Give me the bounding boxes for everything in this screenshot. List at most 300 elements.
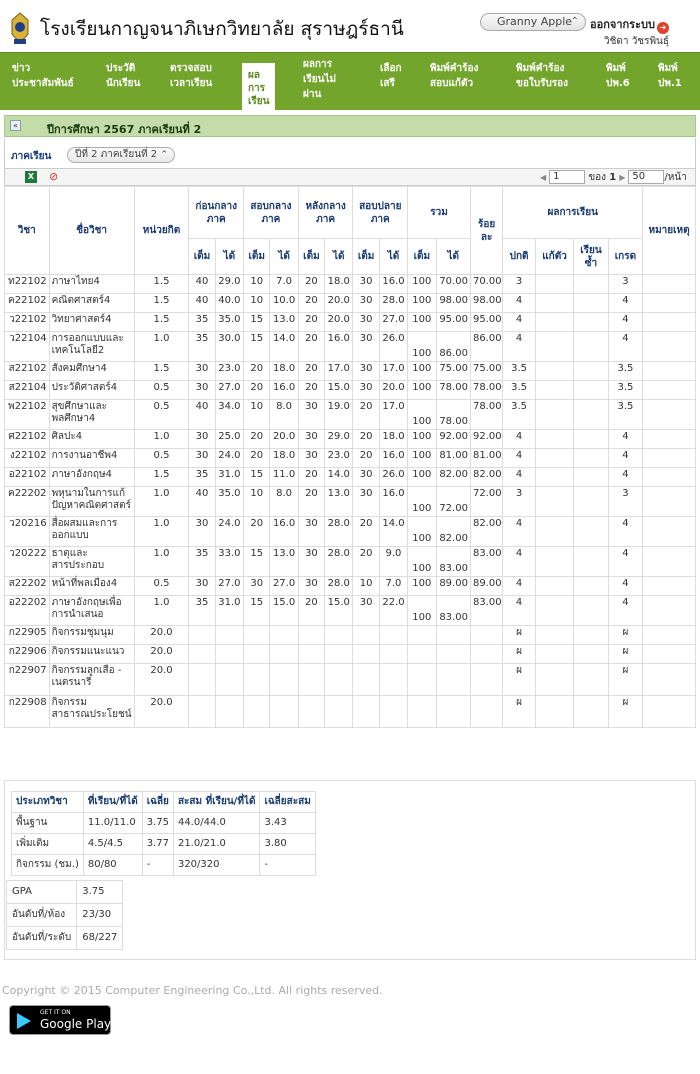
nav-label: ขอใบรับรอง xyxy=(516,78,569,89)
cell-after-mid-full: 20 xyxy=(298,596,324,626)
logout-label: ออกจากระบบ xyxy=(590,18,655,31)
cell-after-mid-got xyxy=(325,696,353,728)
cell-before-mid-full xyxy=(189,664,215,696)
pager xyxy=(537,170,687,185)
cell-total-got: 83.00 xyxy=(436,547,470,577)
cell-percent: 86.00 xyxy=(470,332,502,362)
cell-before-mid-full: 40 xyxy=(189,400,215,430)
cell-final-got: 16.0 xyxy=(379,449,407,468)
col-after-mid: หลังกลางภาค xyxy=(298,187,353,239)
cell-remark xyxy=(643,468,696,487)
grades-table xyxy=(4,186,696,728)
cell-credit: 1.0 xyxy=(134,430,189,449)
cell-remedial xyxy=(535,332,573,362)
table-row xyxy=(5,332,696,362)
cell-final-full: 30 xyxy=(353,332,379,362)
cell-repeat xyxy=(574,449,608,468)
cell-remedial xyxy=(535,362,573,381)
cell-total-full xyxy=(408,645,436,664)
cell-total-full xyxy=(408,626,436,645)
collapse-icon[interactable]: « xyxy=(10,120,21,131)
academic-year-title: ปีการศึกษา 2567 ภาคเรียนที่ 2 xyxy=(47,123,202,136)
cell-after-mid-full xyxy=(298,645,324,664)
cell-credit: 20.0 xyxy=(134,664,189,696)
nav-label: ตรวจสอบ xyxy=(170,63,212,74)
cell-final-full: 20 xyxy=(353,517,379,547)
cell-total-full: 100 xyxy=(408,547,436,577)
get-it-on-label: GET IT ON xyxy=(40,1009,71,1016)
cell-mid-full: 10 xyxy=(244,294,270,313)
table-row xyxy=(5,468,696,487)
cell-remark xyxy=(643,430,696,449)
gpa-value: 23/30 xyxy=(77,904,123,927)
table-row xyxy=(5,626,696,645)
cell-subject-name: พหุนามในการแก้ปัญหาคณิตศาสตร์ xyxy=(49,487,134,517)
cell-normal: 4 xyxy=(503,468,535,487)
cell-after-mid-full: 20 xyxy=(298,294,324,313)
cell-before-mid-full: 35 xyxy=(189,332,215,362)
cell-after-mid-full: 20 xyxy=(298,362,324,381)
cell-normal: ผ xyxy=(503,664,535,696)
cell-total-full: 100 xyxy=(408,577,436,596)
cell-repeat xyxy=(574,577,608,596)
cell-repeat xyxy=(574,626,608,645)
cell-subject-name: ภาษาอังกฤษเพื่อการนำเสนอ xyxy=(49,596,134,626)
summary-cell: 3.77 xyxy=(142,834,173,855)
nav-print-pp1[interactable] xyxy=(658,61,682,91)
cell-final-full: 30 xyxy=(353,487,379,517)
per-page-input[interactable]: 50 xyxy=(628,170,664,184)
col-remedial: แก้ตัว xyxy=(535,239,573,275)
cell-normal: 3.5 xyxy=(503,362,535,381)
nav-label: เรียนไม่ xyxy=(303,74,337,85)
cell-remark xyxy=(643,381,696,400)
cell-repeat xyxy=(574,400,608,430)
cell-total-got: 82.00 xyxy=(436,468,470,487)
col-mid: สอบกลางภาค xyxy=(244,187,299,239)
username: วิชิดา วัชรพินธุ์ xyxy=(604,36,669,47)
cell-before-mid-full: 40 xyxy=(189,275,215,294)
cell-before-mid-got: 34.0 xyxy=(215,400,243,430)
nav-failed-grades[interactable] xyxy=(303,57,336,102)
col-got: ได้ xyxy=(270,239,298,275)
cell-mid-got xyxy=(270,645,298,664)
gpa-value: 68/227 xyxy=(77,927,123,950)
cell-total-full: 100 xyxy=(408,430,436,449)
cell-final-got: 26.0 xyxy=(379,332,407,362)
cell-repeat xyxy=(574,664,608,696)
google-play-icon xyxy=(17,1013,31,1029)
col-full: เต็ม xyxy=(189,239,215,275)
cell-after-mid-full: 20 xyxy=(298,381,324,400)
col-total: รวม xyxy=(408,187,471,239)
cell-subject-code: ว20216 xyxy=(5,517,50,547)
col-full: เต็ม xyxy=(353,239,379,275)
cell-total-full: 100 xyxy=(408,517,436,547)
cell-after-mid-got: 19.0 xyxy=(325,400,353,430)
cell-total-got: 89.00 xyxy=(436,577,470,596)
cell-normal: 4 xyxy=(503,430,535,449)
semester-select-value: ปีที่ 2 ภาคเรียนที่ 2 xyxy=(75,149,158,160)
cell-final-full: 30 xyxy=(353,275,379,294)
cell-remark xyxy=(643,696,696,728)
table-row xyxy=(5,577,696,596)
nav-label: ประชาสัมพันธ์ xyxy=(12,78,74,89)
logout-link[interactable] xyxy=(590,15,669,34)
cell-subject-name: กิจกรรมลูกเสือ - เนตรนารี xyxy=(49,664,134,696)
cell-percent: 82.00 xyxy=(470,468,502,487)
credit-summary-table xyxy=(11,791,316,876)
theme-select[interactable] xyxy=(480,13,586,31)
summary-cell: 44.0/44.0 xyxy=(173,813,260,834)
cell-subject-code: ศ22102 xyxy=(5,430,50,449)
cell-grade: 4 xyxy=(608,596,642,626)
cell-before-mid-full: 40 xyxy=(189,294,215,313)
cell-grade: ผ xyxy=(608,696,642,728)
cell-after-mid-full xyxy=(298,664,324,696)
cell-mid-got: 14.0 xyxy=(270,332,298,362)
col-subject-code: วิชา xyxy=(5,187,50,275)
table-row xyxy=(5,449,696,468)
summary-cell: 11.0/11.0 xyxy=(83,813,142,834)
cell-total-got: 98.00 xyxy=(436,294,470,313)
cell-total-full: 100 xyxy=(408,362,436,381)
cell-grade: 4 xyxy=(608,517,642,547)
cell-before-mid-full: 35 xyxy=(189,313,215,332)
cell-mid-full: 10 xyxy=(244,487,270,517)
cell-remark xyxy=(643,449,696,468)
cell-total-got: 81.00 xyxy=(436,449,470,468)
cell-subject-code: ส22202 xyxy=(5,577,50,596)
cell-subject-code: ท22102 xyxy=(5,275,50,294)
summary-col-header: ที่เรียน/ที่ได้ xyxy=(83,792,142,813)
cell-mid-full xyxy=(244,696,270,728)
cell-before-mid-full xyxy=(189,626,215,645)
semester-select[interactable] xyxy=(67,147,175,163)
cell-mid-full: 20 xyxy=(244,362,270,381)
cell-percent: 83.00 xyxy=(470,547,502,577)
summary-cell: 21.0/21.0 xyxy=(173,834,260,855)
cell-total-got: 78.00 xyxy=(436,381,470,400)
cell-before-mid-got xyxy=(215,664,243,696)
cell-before-mid-full: 30 xyxy=(189,381,215,400)
nav-attendance[interactable] xyxy=(170,61,212,91)
cell-subject-name: ประวัติศาสตร์4 xyxy=(49,381,134,400)
cell-normal: 4 xyxy=(503,577,535,596)
cell-percent: 70.00 xyxy=(470,275,502,294)
table-row xyxy=(5,547,696,577)
cell-normal: 3 xyxy=(503,275,535,294)
cell-normal: 4 xyxy=(503,449,535,468)
cell-mid-full: 15 xyxy=(244,596,270,626)
cell-remedial xyxy=(535,313,573,332)
table-row xyxy=(5,381,696,400)
nav-print-retest-request[interactable] xyxy=(430,61,478,91)
table-row xyxy=(5,645,696,664)
cell-subject-name: หน้าที่พลเมือง4 xyxy=(49,577,134,596)
cell-subject-code: พ22102 xyxy=(5,400,50,430)
cell-before-mid-got: 35.0 xyxy=(215,313,243,332)
cell-after-mid-got: 23.0 xyxy=(325,449,353,468)
cell-final-full: 10 xyxy=(353,577,379,596)
cell-mid-got: 7.0 xyxy=(270,275,298,294)
gpa-row xyxy=(7,881,123,904)
table-row xyxy=(5,517,696,547)
cell-remedial xyxy=(535,626,573,645)
pager-total: 1 xyxy=(609,172,617,183)
cell-normal: ผ xyxy=(503,645,535,664)
cell-grade: 3 xyxy=(608,275,642,294)
cell-after-mid-full: 30 xyxy=(298,449,324,468)
nav-label: เวลาเรียน xyxy=(170,78,213,89)
cell-mid-got: 11.0 xyxy=(270,468,298,487)
table-row xyxy=(5,664,696,696)
col-credit: หน่วยกิต xyxy=(134,187,189,275)
cell-mid-got xyxy=(270,626,298,645)
cell-before-mid-full: 35 xyxy=(189,468,215,487)
cell-normal: 4 xyxy=(503,332,535,362)
cell-remark xyxy=(643,400,696,430)
cell-total-got xyxy=(436,696,470,728)
cell-total-got: 70.00 xyxy=(436,275,470,294)
cell-remark xyxy=(643,664,696,696)
next-page-icon[interactable]: ▶ xyxy=(619,173,626,182)
cell-after-mid-got: 16.0 xyxy=(325,332,353,362)
cell-subject-name: กิจกรรมชุมนุม xyxy=(49,626,134,645)
cell-percent xyxy=(470,696,502,728)
cell-remedial xyxy=(535,577,573,596)
cell-repeat xyxy=(574,468,608,487)
cell-after-mid-got: 13.0 xyxy=(325,487,353,517)
cell-mid-full: 15 xyxy=(244,332,270,362)
cell-subject-code: ง22102 xyxy=(5,449,50,468)
col-final: สอบปลายภาค xyxy=(353,187,408,239)
cell-after-mid-full: 20 xyxy=(298,332,324,362)
cell-grade: 4 xyxy=(608,294,642,313)
cell-subject-name: การงานอาชีพ4 xyxy=(49,449,134,468)
cell-credit: 1.5 xyxy=(134,468,189,487)
cell-percent: 92.00 xyxy=(470,430,502,449)
cell-before-mid-got: 30.0 xyxy=(215,332,243,362)
cell-final-full: 30 xyxy=(353,596,379,626)
table-row xyxy=(5,313,696,332)
nav-print-pp6[interactable] xyxy=(606,61,630,91)
cell-final-full: 20 xyxy=(353,400,379,430)
cell-grade: 4 xyxy=(608,332,642,362)
cell-after-mid-full: 30 xyxy=(298,577,324,596)
cell-credit: 1.0 xyxy=(134,517,189,547)
cell-total-got: 83.00 xyxy=(436,596,470,626)
main-nav xyxy=(0,52,700,110)
cell-total-full: 100 xyxy=(408,596,436,626)
table-row xyxy=(5,430,696,449)
header xyxy=(0,0,700,52)
nav-label: ข่าว xyxy=(12,63,31,74)
cell-final-got: 14.0 xyxy=(379,517,407,547)
cell-subject-name: สังคมศึกษา4 xyxy=(49,362,134,381)
gpa-row xyxy=(7,904,123,927)
cell-after-mid-got: 20.0 xyxy=(325,313,353,332)
cell-final-got xyxy=(379,645,407,664)
table-row xyxy=(5,275,696,294)
cell-total-full: 100 xyxy=(408,294,436,313)
cell-after-mid-got xyxy=(325,664,353,696)
cell-credit: 1.5 xyxy=(134,313,189,332)
cell-mid-got xyxy=(270,696,298,728)
gpa-label: อันดับที่/ห้อง xyxy=(7,904,77,927)
page-input[interactable]: 1 xyxy=(549,170,585,184)
logout-arrow-icon: ➜ xyxy=(657,22,669,34)
cell-percent: 72.00 xyxy=(470,487,502,517)
col-normal: ปกติ xyxy=(503,239,535,275)
cell-mid-full: 10 xyxy=(244,400,270,430)
cell-final-got: 27.0 xyxy=(379,313,407,332)
table-toolbar xyxy=(4,168,696,186)
summary-cell: 3.80 xyxy=(260,834,315,855)
cell-mid-got: 18.0 xyxy=(270,362,298,381)
cell-after-mid-full: 20 xyxy=(298,275,324,294)
academic-year-bar xyxy=(4,115,696,137)
cell-after-mid-full: 20 xyxy=(298,468,324,487)
prev-page-icon[interactable]: ◀ xyxy=(540,173,547,182)
cell-after-mid-full xyxy=(298,626,324,645)
cell-before-mid-full xyxy=(189,696,215,728)
nav-label: ผลการ xyxy=(303,59,333,70)
cell-total-got: 72.00 xyxy=(436,487,470,517)
nav-label: ผล xyxy=(248,70,260,81)
cell-mid-full: 15 xyxy=(244,547,270,577)
nav-print-certificate-request[interactable] xyxy=(516,61,568,91)
summary-cell: 80/80 xyxy=(83,855,142,876)
chevron-updown-icon: ⌃ xyxy=(570,16,579,27)
col-full: เต็ม xyxy=(408,239,436,275)
cell-before-mid-got: 24.0 xyxy=(215,517,243,547)
cell-remedial xyxy=(535,430,573,449)
cell-before-mid-full: 30 xyxy=(189,430,215,449)
cell-mid-full: 15 xyxy=(244,468,270,487)
nav-label: นักเรียน xyxy=(106,78,141,89)
cell-after-mid-full: 30 xyxy=(298,517,324,547)
cell-subject-code: ก22908 xyxy=(5,696,50,728)
col-full: เต็ม xyxy=(298,239,324,275)
cell-before-mid-full: 40 xyxy=(189,487,215,517)
cell-subject-code: ว22102 xyxy=(5,313,50,332)
table-row xyxy=(5,696,696,728)
cell-before-mid-got: 27.0 xyxy=(215,381,243,400)
cell-remedial xyxy=(535,596,573,626)
cell-percent xyxy=(470,626,502,645)
cell-after-mid-got: 15.0 xyxy=(325,596,353,626)
cell-mid-full: 20 xyxy=(244,517,270,547)
nav-grades[interactable] xyxy=(242,63,275,114)
cell-normal: 3.5 xyxy=(503,400,535,430)
cell-mid-full: 10 xyxy=(244,275,270,294)
cell-after-mid-got xyxy=(325,645,353,664)
cell-credit: 1.0 xyxy=(134,332,189,362)
cell-before-mid-got: 25.0 xyxy=(215,430,243,449)
cell-grade: 3.5 xyxy=(608,400,642,430)
cell-mid-got: 10.0 xyxy=(270,294,298,313)
summary-cell: 4.5/4.5 xyxy=(83,834,142,855)
cell-normal: 3 xyxy=(503,487,535,517)
cell-subject-code: ก22905 xyxy=(5,626,50,645)
google-play-badge[interactable] xyxy=(9,1005,111,1035)
cell-mid-full: 20 xyxy=(244,381,270,400)
cell-subject-code: ส22104 xyxy=(5,381,50,400)
summary-col-header: เฉลี่ย xyxy=(142,792,173,813)
cell-mid-full: 20 xyxy=(244,449,270,468)
cell-after-mid-full: 20 xyxy=(298,487,324,517)
excel-export-icon[interactable]: X xyxy=(25,171,37,183)
cell-before-mid-got xyxy=(215,696,243,728)
cell-remark xyxy=(643,362,696,381)
nav-student-profile[interactable] xyxy=(106,61,140,91)
cell-after-mid-got: 29.0 xyxy=(325,430,353,449)
cell-normal: 4 xyxy=(503,517,535,547)
cell-total-got xyxy=(436,664,470,696)
cell-repeat xyxy=(574,313,608,332)
cell-final-got: 22.0 xyxy=(379,596,407,626)
cell-final-full: 20 xyxy=(353,449,379,468)
col-got: ได้ xyxy=(325,239,353,275)
nav-elective[interactable] xyxy=(380,61,402,91)
table-row xyxy=(5,294,696,313)
clear-filter-icon[interactable]: ⊘ xyxy=(49,170,59,183)
cell-mid-full xyxy=(244,626,270,645)
col-result: ผลการเรียน xyxy=(503,187,643,239)
cell-grade: ผ xyxy=(608,645,642,664)
cell-subject-code: ก22907 xyxy=(5,664,50,696)
cell-grade: 4 xyxy=(608,313,642,332)
cell-credit: 1.5 xyxy=(134,294,189,313)
cell-credit: 0.5 xyxy=(134,381,189,400)
cell-after-mid-got: 15.0 xyxy=(325,381,353,400)
cell-remedial xyxy=(535,449,573,468)
cell-before-mid-got: 29.0 xyxy=(215,275,243,294)
cell-credit: 1.5 xyxy=(134,362,189,381)
nav-news[interactable] xyxy=(12,61,74,91)
cell-subject-name: ภาษาอังกฤษ4 xyxy=(49,468,134,487)
cell-percent xyxy=(470,664,502,696)
cell-mid-got: 13.0 xyxy=(270,547,298,577)
cell-credit: 0.5 xyxy=(134,400,189,430)
cell-repeat xyxy=(574,596,608,626)
cell-final-got: 16.0 xyxy=(379,487,407,517)
cell-subject-code: ว20222 xyxy=(5,547,50,577)
cell-remark xyxy=(643,332,696,362)
cell-repeat xyxy=(574,294,608,313)
cell-subject-code: ค22102 xyxy=(5,294,50,313)
cell-remark xyxy=(643,313,696,332)
cell-repeat xyxy=(574,381,608,400)
summary-row xyxy=(12,813,316,834)
summary-col-header: เฉลี่ยสะสม xyxy=(260,792,315,813)
cell-mid-got: 20.0 xyxy=(270,430,298,449)
cell-after-mid-got: 18.0 xyxy=(325,275,353,294)
cell-percent: 89.00 xyxy=(470,577,502,596)
cell-before-mid-full: 30 xyxy=(189,577,215,596)
cell-credit: 20.0 xyxy=(134,645,189,664)
cell-subject-code: ส22102 xyxy=(5,362,50,381)
cell-credit: 0.5 xyxy=(134,449,189,468)
cell-total-got xyxy=(436,645,470,664)
cell-before-mid-full: 30 xyxy=(189,517,215,547)
cell-percent: 95.00 xyxy=(470,313,502,332)
cell-final-got: 16.0 xyxy=(379,275,407,294)
cell-total-full: 100 xyxy=(408,468,436,487)
summary-cell: กิจกรรม (ชม.) xyxy=(12,855,84,876)
cell-mid-got: 8.0 xyxy=(270,400,298,430)
